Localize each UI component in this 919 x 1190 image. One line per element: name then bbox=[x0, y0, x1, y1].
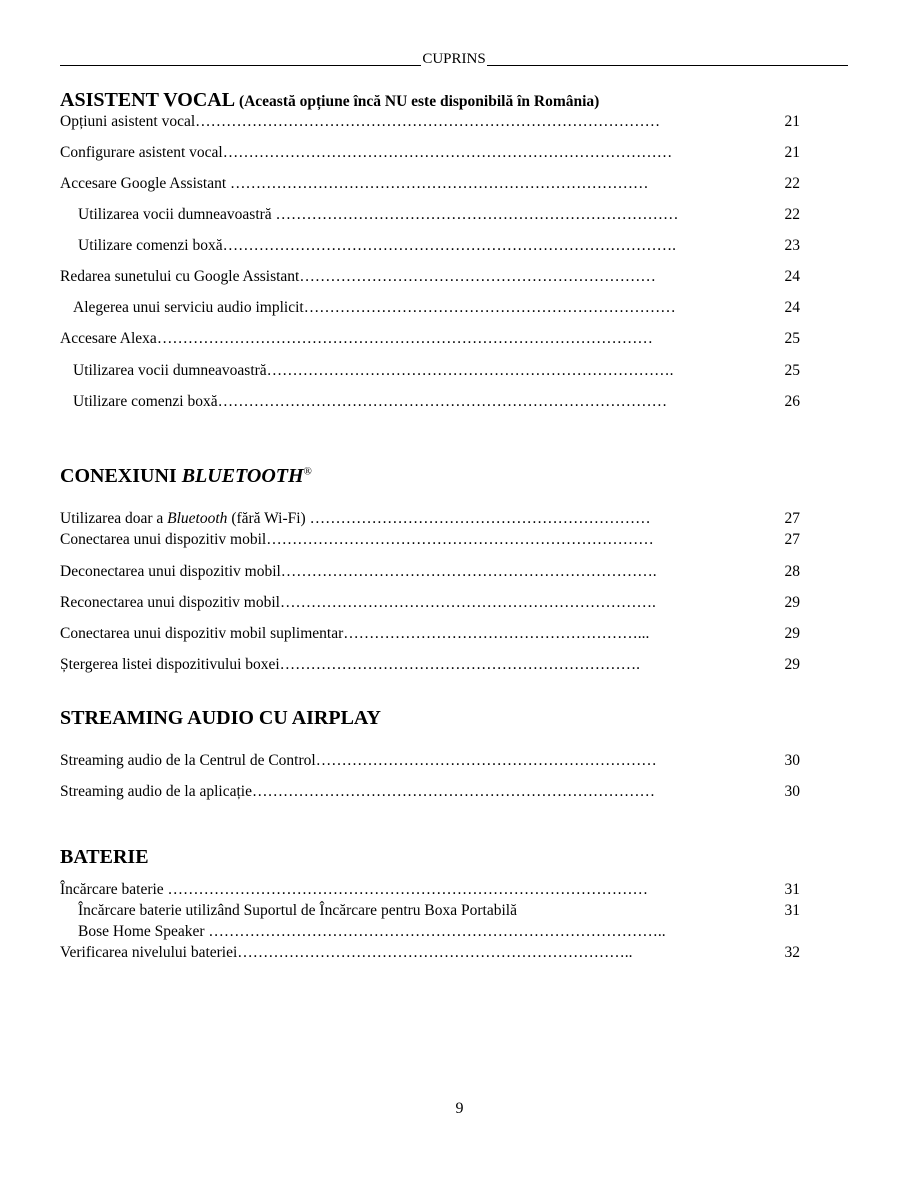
toc-entry[interactable] bbox=[60, 143, 800, 163]
toc-entry-text: Configurare asistent vocal…………………………………………………………………………… bbox=[60, 144, 673, 161]
toc-entry-page: 25 bbox=[784, 362, 800, 379]
section-title-bluetooth-italic: BLUETOOTH bbox=[181, 465, 304, 487]
section-heading-airplay bbox=[60, 707, 381, 729]
toc-entry[interactable] bbox=[60, 509, 800, 529]
toc-entry-page: 29 bbox=[784, 656, 800, 673]
toc-entry-page: 28 bbox=[784, 563, 800, 580]
section-title-airplay: STREAMING AUDIO CU AIRPLAY bbox=[60, 707, 381, 729]
toc-entry-page: 22 bbox=[784, 206, 800, 223]
toc-entry[interactable] bbox=[60, 880, 800, 900]
toc-entry-text: Accesare Google Assistant ……………………………………………………………………… bbox=[60, 175, 649, 192]
toc-entry-text: Deconectarea unui dispozitiv mobil………………………………………………………………. bbox=[60, 563, 657, 580]
toc-entry[interactable] bbox=[60, 361, 800, 381]
toc-entry-page: 21 bbox=[784, 113, 800, 130]
toc-entry-text: Încărcare baterie ………………………………………………………………………………… bbox=[60, 881, 649, 898]
toc-entry-text: Utilizarea vocii dumneavoastră……………………………………………………………………. bbox=[73, 362, 674, 379]
toc-entry-text-italic: Bluetooth bbox=[167, 510, 228, 527]
toc-entry-page: 25 bbox=[784, 330, 800, 347]
toc-entry-page: 29 bbox=[784, 594, 800, 611]
toc-entry-text: Streaming audio de la aplicație…………………………………………………………………… bbox=[60, 783, 655, 800]
toc-entry[interactable] bbox=[60, 174, 800, 194]
toc-entry[interactable] bbox=[60, 205, 800, 225]
toc-entry[interactable] bbox=[60, 392, 800, 412]
toc-entry-page: 30 bbox=[784, 783, 800, 800]
section-heading-battery bbox=[60, 846, 149, 868]
toc-entry-text-part: Utilizarea doar a bbox=[60, 510, 168, 527]
section-heading-bluetooth bbox=[60, 465, 312, 487]
header-rule-left bbox=[60, 65, 421, 66]
toc-entry-text: Bose Home Speaker …………………………………………………………………………….. bbox=[78, 923, 666, 940]
toc-entry[interactable] bbox=[60, 329, 800, 349]
toc-entry-text: Utilizare comenzi boxă…………………………………………………………………………… bbox=[73, 393, 668, 410]
toc-entry-page: 22 bbox=[784, 175, 800, 192]
toc-entry-text: Redarea sunetului cu Google Assistant…………………………………………………………… bbox=[60, 268, 656, 285]
toc-entry-page: 27 bbox=[784, 531, 800, 548]
toc-entry-page: 31 bbox=[784, 881, 800, 898]
toc-entry-text: Verificarea nivelului bateriei………………………………………………………………….. bbox=[60, 944, 633, 961]
toc-entry-page: 24 bbox=[784, 299, 800, 316]
toc-entry-text: Utilizarea vocii dumneavoastră …………………………………………………………………… bbox=[78, 206, 679, 223]
toc-entry-page: 21 bbox=[784, 144, 800, 161]
section-heading-voice bbox=[60, 89, 599, 113]
toc-entry-text-part: (fără Wi-Fi) ………………………………………………………… bbox=[227, 510, 651, 527]
page-header bbox=[60, 49, 848, 67]
toc-entry[interactable] bbox=[60, 922, 800, 942]
toc-entry-page: 32 bbox=[784, 944, 800, 961]
section-title-voice: ASISTENT VOCAL bbox=[60, 89, 234, 111]
toc-entry[interactable] bbox=[60, 298, 800, 318]
toc-entry-page: 26 bbox=[784, 393, 800, 410]
toc-entry[interactable] bbox=[60, 782, 800, 802]
toc-entry-page: 23 bbox=[784, 237, 800, 254]
toc-entry[interactable] bbox=[60, 901, 800, 921]
toc-entry-text: Conectarea unui dispozitiv mobil………………………………………………………………… bbox=[60, 531, 654, 548]
toc-entry-text: Ștergerea listei dispozitivului boxei……………………………………………………………. bbox=[60, 656, 641, 673]
toc-entry-page: 27 bbox=[784, 510, 800, 527]
toc-entry-text bbox=[60, 509, 651, 529]
toc-entry[interactable] bbox=[60, 624, 800, 644]
toc-entry[interactable] bbox=[60, 267, 800, 287]
toc-entry[interactable] bbox=[60, 112, 800, 132]
section-title-bluetooth: CONEXIUNI bbox=[60, 465, 182, 487]
toc-entry-page: 30 bbox=[784, 752, 800, 769]
toc-entry[interactable] bbox=[60, 562, 800, 582]
section-note-voice: (Această opțiune încă NU este disponibilă în România) bbox=[238, 93, 600, 110]
toc-entry[interactable] bbox=[60, 593, 800, 613]
toc-entry[interactable] bbox=[60, 236, 800, 256]
toc-entry-text: Utilizare comenzi boxă……………………………………………………………………………. bbox=[78, 237, 676, 254]
toc-entry[interactable] bbox=[60, 943, 800, 963]
toc-entry-text: Încărcare baterie utilizând Suportul de Încărcare pentru Boxa Portabilă bbox=[78, 902, 517, 919]
page-number: 9 bbox=[455, 1100, 464, 1117]
section-title-battery: BATERIE bbox=[60, 846, 149, 868]
toc-entry-text: Accesare Alexa…………………………………………………………………………………… bbox=[60, 330, 653, 347]
toc-entry-page: 24 bbox=[784, 268, 800, 285]
toc-entry-text: Streaming audio de la Centrul de Control………………………………………………………… bbox=[60, 752, 657, 769]
toc-entry-text: Reconectarea unui dispozitiv mobil………………………………………………………………. bbox=[60, 594, 656, 611]
toc-entry-text: Conectarea unui dispozitiv mobil suplimentar…………………………………………………... bbox=[60, 625, 650, 642]
toc-entry-page: 29 bbox=[784, 625, 800, 642]
toc-entry-text: Opțiuni asistent vocal……………………………………………………………………………… bbox=[60, 113, 661, 130]
toc-entry-page: 31 bbox=[784, 902, 800, 919]
header-title: CUPRINS bbox=[422, 51, 486, 67]
toc-entry[interactable] bbox=[60, 655, 800, 675]
registered-mark: ® bbox=[303, 465, 312, 478]
header-rule-right bbox=[487, 65, 848, 66]
toc-entry-text: Alegerea unui serviciu audio implicit……………………………………………………………… bbox=[73, 299, 676, 316]
toc-entry[interactable] bbox=[60, 530, 800, 550]
toc-entry[interactable] bbox=[60, 751, 800, 771]
